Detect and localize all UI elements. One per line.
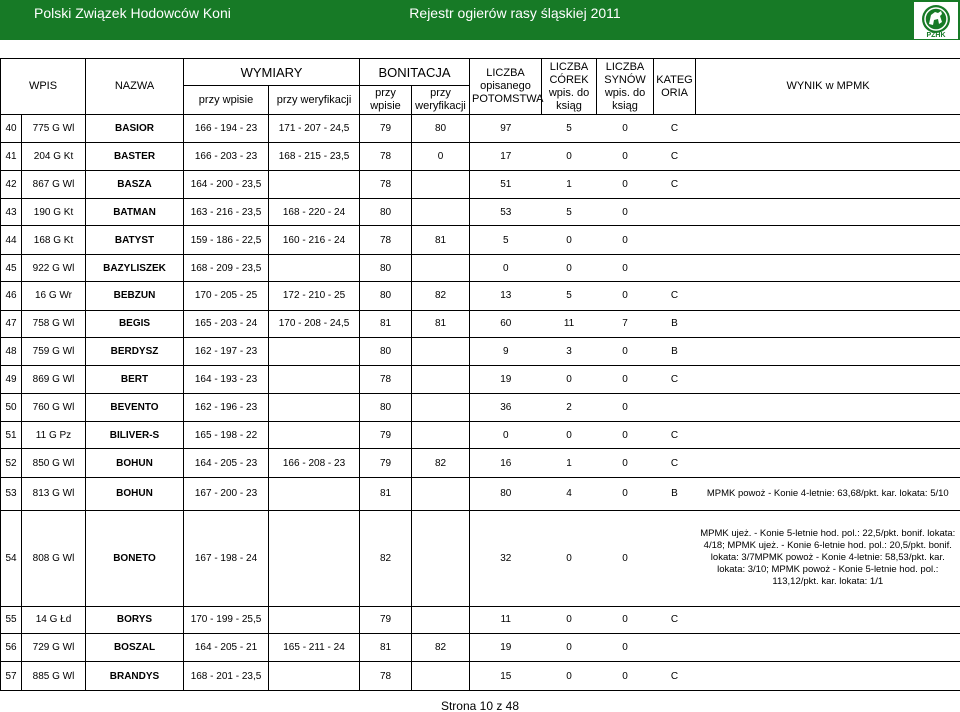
sons-count: 0 [597,633,654,661]
header-wymiary-przy-wpisie: przy wpisie [184,86,269,115]
mpmk-result [696,422,960,449]
score-at-verification: 82 [412,449,470,477]
measurements-at-entry: 164 - 193 - 23 [184,366,269,393]
category [654,226,696,254]
registration-number: 760 G Wl [22,393,86,421]
score-at-verification [412,662,470,691]
header-wymiary: WYMIARY [184,59,360,86]
measurements-at-verification [269,366,360,393]
registration-number: 759 G Wl [22,337,86,365]
measurements-at-entry: 159 - 186 - 22,5 [184,226,269,254]
offspring-count: 13 [470,282,542,310]
registration-number: 813 G Wl [22,477,86,510]
score-at-verification: 80 [412,115,470,143]
registration-number: 168 G Kt [22,226,86,254]
mpmk-result [696,606,960,633]
measurements-at-entry: 166 - 203 - 23 [184,143,269,170]
measurements-at-entry: 165 - 203 - 24 [184,310,269,337]
header-bonitacja-przy-wpisie: przy wpisie [360,86,412,115]
measurements-at-verification [269,337,360,365]
score-at-entry: 78 [360,226,412,254]
table-row [1,170,960,198]
row-number: 45 [1,254,22,281]
header-bonitacja-przy-weryfikacji: przy weryfikacji [412,86,470,115]
category: C [654,366,696,393]
registration-number: 758 G Wl [22,310,86,337]
measurements-at-entry: 167 - 198 - 24 [184,510,269,606]
measurements-at-entry: 162 - 196 - 23 [184,393,269,421]
category: C [654,170,696,198]
mpmk-result [696,254,960,281]
mpmk-result [696,662,960,691]
category: C [654,422,696,449]
category: C [654,449,696,477]
sons-count: 0 [597,662,654,691]
table-row [1,254,960,281]
stallion-name: BORYS [86,606,184,633]
measurements-at-verification: 168 - 220 - 24 [269,199,360,226]
header-kategoria: KATEG ORIA [654,59,696,115]
score-at-entry: 78 [360,170,412,198]
category: B [654,337,696,365]
registration-number: 11 G Pz [22,422,86,449]
measurements-at-entry: 170 - 199 - 25,5 [184,606,269,633]
stallion-name: BOSZAL [86,633,184,661]
offspring-count: 16 [470,449,542,477]
score-at-entry: 80 [360,254,412,281]
score-at-verification [412,366,470,393]
daughters-count: 0 [542,633,597,661]
category: B [654,310,696,337]
stallion-name: BEVENTO [86,393,184,421]
stallion-name: BEBZUN [86,282,184,310]
header-liczba-synow: LICZBA SYNÓW wpis. do ksiąg [597,59,654,115]
header-bonitacja: BONITACJA [360,59,470,86]
sons-count: 0 [597,422,654,449]
offspring-count: 51 [470,170,542,198]
mpmk-result [696,337,960,365]
daughters-count: 2 [542,393,597,421]
category [654,254,696,281]
score-at-entry: 80 [360,337,412,365]
category: B [654,477,696,510]
score-at-entry: 79 [360,422,412,449]
offspring-count: 17 [470,143,542,170]
measurements-at-entry: 168 - 201 - 23,5 [184,662,269,691]
daughters-count: 1 [542,170,597,198]
mpmk-result [696,226,960,254]
registration-number: 775 G Wl [22,115,86,143]
sons-count: 0 [597,449,654,477]
measurements-at-verification [269,393,360,421]
measurements-at-entry: 170 - 205 - 25 [184,282,269,310]
measurements-at-verification: 172 - 210 - 25 [269,282,360,310]
table-row [1,282,960,310]
score-at-entry: 78 [360,662,412,691]
registration-number: 850 G Wl [22,449,86,477]
registration-number: 885 G Wl [22,662,86,691]
daughters-count: 4 [542,477,597,510]
sons-count: 0 [597,199,654,226]
sons-count: 0 [597,606,654,633]
table-row [1,606,960,633]
measurements-at-verification: 160 - 216 - 24 [269,226,360,254]
measurements-at-entry: 165 - 198 - 22 [184,422,269,449]
score-at-entry: 81 [360,310,412,337]
score-at-verification: 82 [412,633,470,661]
daughters-count: 0 [542,662,597,691]
table-row [1,337,960,365]
mpmk-result [696,143,960,170]
row-number: 55 [1,606,22,633]
row-number: 54 [1,510,22,606]
table-row [1,422,960,449]
registration-number: 729 G Wl [22,633,86,661]
mpmk-result [696,366,960,393]
sons-count: 0 [597,393,654,421]
daughters-count: 0 [542,226,597,254]
score-at-entry: 81 [360,477,412,510]
offspring-count: 5 [470,226,542,254]
score-at-entry: 81 [360,633,412,661]
table-row [1,662,960,691]
offspring-count: 9 [470,337,542,365]
measurements-at-verification [269,510,360,606]
row-number: 42 [1,170,22,198]
registration-number: 16 G Wr [22,282,86,310]
table-row [1,393,960,421]
score-at-entry: 80 [360,282,412,310]
category: C [654,282,696,310]
measurements-at-entry: 166 - 194 - 23 [184,115,269,143]
score-at-verification [412,422,470,449]
header-wymiary-przy-weryfikacji: przy weryfikacji [269,86,360,115]
registration-number: 190 G Kt [22,199,86,226]
mpmk-result: MPMK powoż - Konie 4-letnie: 63,68/pkt. kar. lokata: 5/10 [696,477,960,510]
measurements-at-entry: 167 - 200 - 23 [184,477,269,510]
row-number: 56 [1,633,22,661]
stallion-name: BASZA [86,170,184,198]
header-wynik-mpmk: WYNIK w MPMK [696,59,960,115]
table-row [1,633,960,661]
score-at-entry: 78 [360,143,412,170]
stallion-name: BILIVER-S [86,422,184,449]
stallion-name: BAZYLISZEK [86,254,184,281]
table-row [1,143,960,170]
measurements-at-verification [269,606,360,633]
row-number: 41 [1,143,22,170]
header-nazwa: NAZWA [86,59,184,115]
score-at-verification [412,254,470,281]
header-liczba-corek: LICZBA CÓREK wpis. do ksiąg [542,59,597,115]
stallion-name: BATMAN [86,199,184,226]
measurements-at-verification: 171 - 207 - 24,5 [269,115,360,143]
row-number: 57 [1,662,22,691]
row-number: 46 [1,282,22,310]
measurements-at-verification [269,477,360,510]
daughters-count: 0 [542,254,597,281]
category: C [654,143,696,170]
offspring-count: 19 [470,366,542,393]
measurements-at-verification: 166 - 208 - 23 [269,449,360,477]
mpmk-result: MPMK ujeż. - Konie 5-letnie hod. pol.: 22,5/pkt. bonif. lokata: 4/18; MPMK ujeż. - Konie 6-letnie hod. pol.: 20,5/pkt. bonif. lokata: 3/7MPMK powoż - Konie 4-letnie: 58,53/pkt. kar. lokata: 3/10; MPMK powoż - Konie 5-letnie hod. pol.: 113,12/pkt. kar. lokata: 1/1 [696,510,960,606]
table-row [1,199,960,226]
row-number: 44 [1,226,22,254]
table-row [1,366,960,393]
mpmk-result [696,115,960,143]
daughters-count: 5 [542,115,597,143]
mpmk-result [696,310,960,337]
row-number: 52 [1,449,22,477]
category: C [654,115,696,143]
organization-name: Polski Związek Hodowców Koni [34,5,231,21]
score-at-verification [412,337,470,365]
measurements-at-verification: 165 - 211 - 24 [269,633,360,661]
row-number: 48 [1,337,22,365]
table-row [1,226,960,254]
stallion-name: BRANDYS [86,662,184,691]
mpmk-result [696,393,960,421]
header-bar [0,0,960,40]
daughters-count: 0 [542,510,597,606]
score-at-entry: 80 [360,393,412,421]
measurements-at-verification [269,422,360,449]
offspring-count: 15 [470,662,542,691]
mpmk-result [696,199,960,226]
measurements-at-entry: 164 - 205 - 21 [184,633,269,661]
daughters-count: 5 [542,282,597,310]
daughters-count: 0 [542,366,597,393]
score-at-verification [412,393,470,421]
measurements-at-verification [269,170,360,198]
daughters-count: 1 [542,449,597,477]
score-at-entry: 79 [360,606,412,633]
score-at-entry: 78 [360,366,412,393]
stallion-name: BEGIS [86,310,184,337]
score-at-verification: 0 [412,143,470,170]
measurements-at-entry: 162 - 197 - 23 [184,337,269,365]
sons-count: 0 [597,226,654,254]
score-at-verification [412,199,470,226]
stallion-name: BATYST [86,226,184,254]
score-at-verification [412,606,470,633]
score-at-verification [412,477,470,510]
table-row [1,115,960,143]
offspring-count: 53 [470,199,542,226]
score-at-verification: 82 [412,282,470,310]
mpmk-result [696,282,960,310]
offspring-count: 11 [470,606,542,633]
table-row [1,477,960,510]
stallion-name: BASIOR [86,115,184,143]
sons-count: 0 [597,477,654,510]
daughters-count: 0 [542,606,597,633]
measurements-at-verification [269,662,360,691]
registration-number: 808 G Wl [22,510,86,606]
measurements-at-entry: 168 - 209 - 23,5 [184,254,269,281]
table-row [1,449,960,477]
sons-count: 0 [597,337,654,365]
row-number: 40 [1,115,22,143]
daughters-count: 11 [542,310,597,337]
sons-count: 0 [597,366,654,393]
header-wpis: WPIS [1,59,86,115]
stallion-name: BOHUN [86,477,184,510]
table-row [1,510,960,606]
measurements-at-verification [269,254,360,281]
offspring-count: 32 [470,510,542,606]
category [654,393,696,421]
sons-count: 0 [597,510,654,606]
score-at-entry: 80 [360,199,412,226]
offspring-count: 80 [470,477,542,510]
header-liczba-potomstwa: LICZBA opisanego POTOMSTWA [470,59,542,115]
table-row [1,310,960,337]
registration-number: 867 G Wl [22,170,86,198]
svg-text:PZHK: PZHK [926,32,946,39]
registration-number: 14 G Łd [22,606,86,633]
sons-count: 0 [597,282,654,310]
sons-count: 0 [597,254,654,281]
offspring-count: 60 [470,310,542,337]
measurements-at-entry: 164 - 205 - 23 [184,449,269,477]
category: C [654,606,696,633]
measurements-at-entry: 163 - 216 - 23,5 [184,199,269,226]
row-number: 50 [1,393,22,421]
stallion-register-table [0,58,960,691]
daughters-count: 3 [542,337,597,365]
sons-count: 0 [597,170,654,198]
score-at-verification [412,510,470,606]
score-at-entry: 82 [360,510,412,606]
row-number: 53 [1,477,22,510]
category [654,510,696,606]
registration-number: 204 G Kt [22,143,86,170]
document-title: Rejestr ogierów rasy śląskiej 2011 [409,5,621,21]
mpmk-result [696,170,960,198]
category: C [654,662,696,691]
measurements-at-entry: 164 - 200 - 23,5 [184,170,269,198]
score-at-entry: 79 [360,449,412,477]
score-at-verification [412,170,470,198]
sons-count: 0 [597,143,654,170]
offspring-count: 36 [470,393,542,421]
row-number: 51 [1,422,22,449]
pzhk-logo-icon [914,2,958,39]
offspring-count: 19 [470,633,542,661]
mpmk-result [696,449,960,477]
measurements-at-verification: 170 - 208 - 24,5 [269,310,360,337]
score-at-entry: 79 [360,115,412,143]
score-at-verification: 81 [412,310,470,337]
sons-count: 7 [597,310,654,337]
stallion-name: BASTER [86,143,184,170]
stallion-name: BERDYSZ [86,337,184,365]
daughters-count: 0 [542,422,597,449]
daughters-count: 0 [542,143,597,170]
page-number: Strona 10 z 48 [440,699,520,712]
category [654,199,696,226]
row-number: 49 [1,366,22,393]
row-number: 47 [1,310,22,337]
table-body [1,115,960,691]
offspring-count: 97 [470,115,542,143]
sons-count: 0 [597,115,654,143]
mpmk-result [696,633,960,661]
daughters-count: 5 [542,199,597,226]
stallion-name: BOHUN [86,449,184,477]
measurements-at-verification: 168 - 215 - 23,5 [269,143,360,170]
stallion-name: BONETO [86,510,184,606]
registration-number: 869 G Wl [22,366,86,393]
row-number: 43 [1,199,22,226]
category [654,633,696,661]
offspring-count: 0 [470,254,542,281]
stallion-name: BERT [86,366,184,393]
offspring-count: 0 [470,422,542,449]
score-at-verification: 81 [412,226,470,254]
registration-number: 922 G Wl [22,254,86,281]
